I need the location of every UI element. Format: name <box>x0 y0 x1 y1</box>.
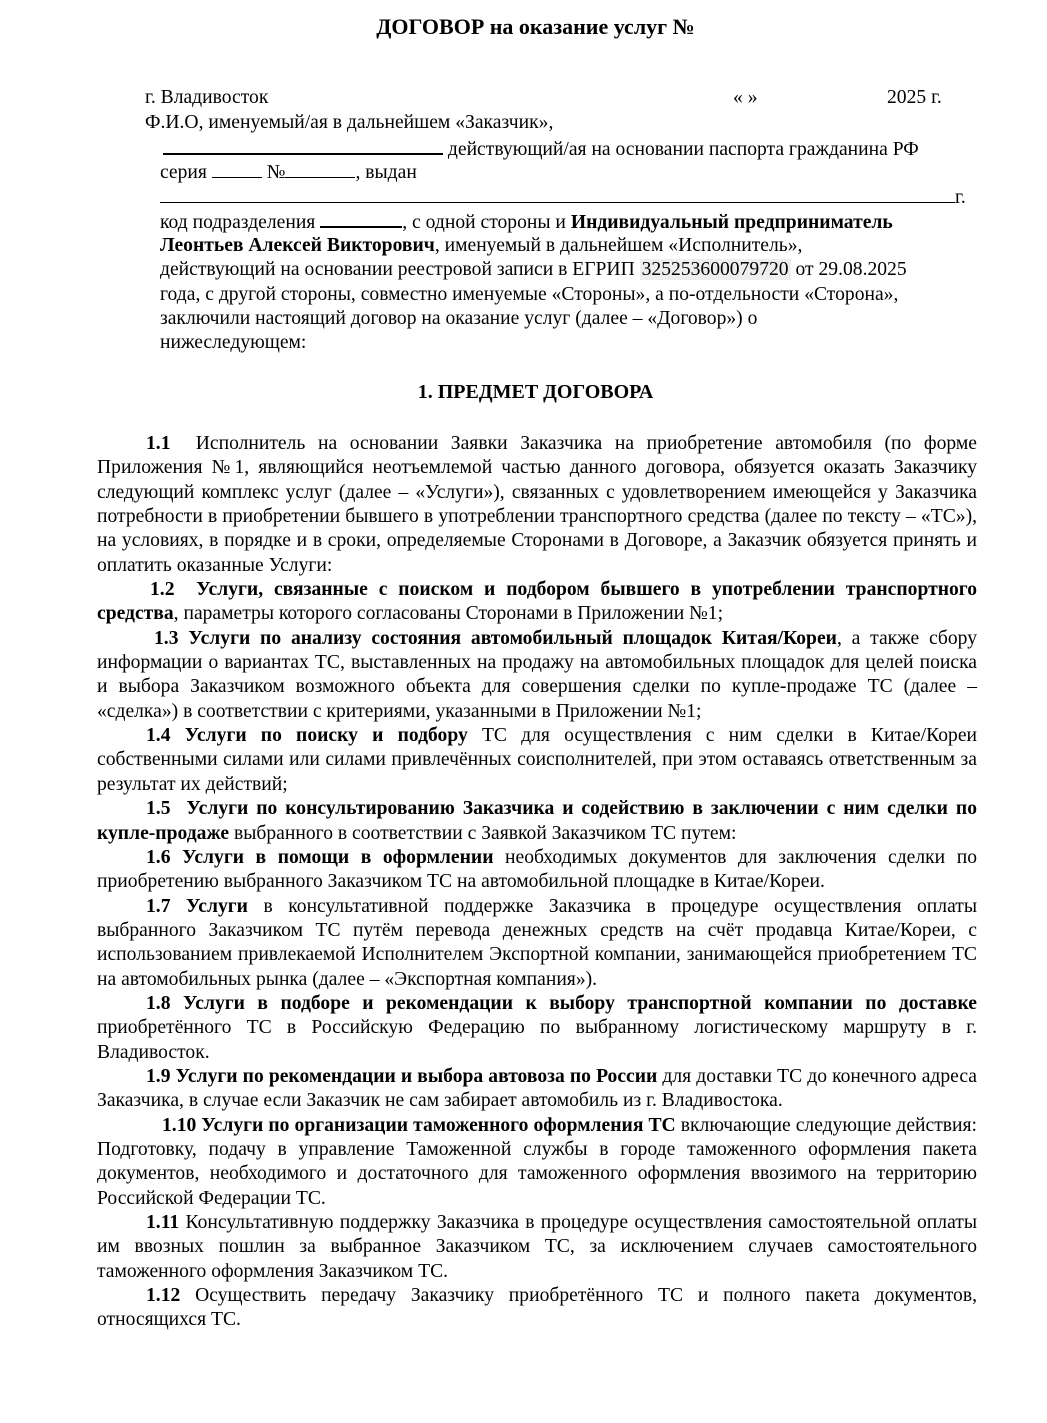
ip-name: Леонтьев Алексей Викторович <box>160 235 435 256</box>
code-blank[interactable] <box>320 209 402 228</box>
clause-number: 1.9 <box>146 1065 171 1087</box>
series-line <box>160 160 417 185</box>
clause-text: приобретённого ТС в Российскую Федерацию по выбранному логистическому маршруту в г. Владивосток. <box>97 1017 977 1063</box>
clause-text: , а также сбору информации о вариантах ТС, выставленных на продажу на автомобильных площадок для целей поиска и выбора Заказчиком возможного объекта для совершения сделки по купле-продаже ТС (далее – «сделка») в соответствии с критериями, указанными в Приложении №1; <box>97 627 977 722</box>
clause-1-8 <box>97 992 977 1065</box>
passport-text: действующий/ая на основании паспорта гражданина РФ <box>447 139 919 160</box>
city: г. Владивосток <box>145 87 269 108</box>
clause-heading: Услуги по анализу состояния автомобильный площадок Китая/Кореи <box>188 627 837 649</box>
egrip-date: от 29.08.2025 <box>795 259 907 280</box>
code-line <box>160 209 893 235</box>
clause-number: 1.11 <box>146 1212 180 1233</box>
following-line: нижеследующем: <box>160 332 307 353</box>
clause-heading: Услуги по рекомендации и выбора автовоза по России <box>175 1065 658 1087</box>
clause-heading: Услуги <box>186 895 248 917</box>
clause-heading: Услуги по поиску и подбору <box>184 725 468 747</box>
egrip-prefix: действующий на основании реестровой записи в ЕГРИП <box>160 259 635 280</box>
clause-1-6 <box>97 846 977 895</box>
clause-1-12 <box>97 1284 977 1333</box>
clause-text: Исполнитель на основании Заявки Заказчика на приобретение автомобиля (по форме Приложения №1, являющийся неотъемлемой частью данного договора, обязуется оказать Заказчику следующий комплекс услуг (далее – «Услуги»), связанных с удовлетворением имеющейся у Заказчика потребности в приобретении бывшего в употреблении транспортного средства (далее по тексту – «ТС»), на условиях, в порядке и в сроки, определяемые Сторонами в Договоре, а Заказчик обязуется принять и оплатить оказанные Услуги: <box>97 433 977 576</box>
one-side-text: , с одной стороны и <box>402 212 571 233</box>
clause-text: выбранного в соответствии с Заявкой Заказчиком ТС путем: <box>229 822 737 844</box>
series-blank[interactable] <box>212 160 262 178</box>
ip-name-line <box>160 234 802 258</box>
number-blank[interactable] <box>285 160 355 178</box>
clause-text: , параметры которого согласованы Сторонами в Приложении №1; <box>173 603 724 625</box>
clause-1-5 <box>97 797 977 846</box>
clause-1-7 <box>97 895 977 992</box>
document-title: ДОГОВОР на оказание услуг № <box>376 14 695 39</box>
clause-1-1 <box>97 432 977 578</box>
section-body <box>97 432 977 1333</box>
clause-1-2 <box>97 578 977 627</box>
clause-text: включающие следующие действия: Подготовку, подачу в управление Таможенной службы в городе таможенного оформления пакета документов, необходимого и достаточного для таможенного оформления ввозимого на территорию Российской Федерации ТС. <box>97 1114 977 1209</box>
clause-heading: Услуги, связанные с поиском и подбором бывшего в употреблении транспортного средства <box>97 579 978 625</box>
clause-number: 1.10 <box>162 1114 197 1136</box>
clause-1-4 <box>97 724 977 797</box>
clause-number: 1.1 <box>146 433 171 454</box>
clause-number: 1.2 <box>150 579 175 601</box>
issued-by-line <box>160 185 966 210</box>
series-label: серия <box>160 162 207 183</box>
clause-heading: Услуги по организации таможенного оформления ТС <box>201 1114 676 1136</box>
other-side-line: года, с другой стороны, совместно именуемые «Стороны», а по-отдельности «Сторона», <box>160 284 899 305</box>
customer-line: Ф.И.О, именуемый/ая в дальнейшем «Заказчик», <box>145 112 554 133</box>
section-title: 1. ПРЕДМЕТ ДОГОВОРА <box>417 381 654 403</box>
ip-name-rest: , именуемый в дальнейшем «Исполнитель», <box>434 235 803 256</box>
clause-number: 1.12 <box>146 1285 181 1307</box>
clause-text: необходимых документов для заключения сделки по приобретению выбранного Заказчиком ТС на автомобильной площадке в Китае/Кореи. <box>97 846 977 893</box>
issued-label: , выдан <box>355 162 417 183</box>
ip-label: Индивидуальный предприниматель <box>570 212 893 233</box>
clause-text: ТС для осуществления с ним сделки в Китае/Кореи собственными силами или силами привлечённых соисполнителей, при этом оставаясь ответственным за результат их действий; <box>97 725 977 795</box>
number-label: № <box>266 162 286 183</box>
clause-1-11 <box>97 1211 977 1284</box>
clause-text: в консультативной поддержке Заказчика в процедуре осуществления оплаты выбранного Заказчиком ТС путём перевода денежных средств на счёт продавца Китае/Кореи, с использованием привлекаемой Исполнителем Экспортной компании, занимающейся приобретением ТС на автомобильных рынка (далее – «Экспортная компания»). <box>97 895 977 990</box>
clause-number: 1.5 <box>146 798 171 820</box>
clause-1-3 <box>97 627 977 724</box>
issued-by-blank[interactable] <box>160 185 955 203</box>
clause-number: 1.3 <box>154 627 179 649</box>
clause-1-10 <box>97 1114 977 1211</box>
egrip-line <box>160 258 907 282</box>
clause-number: 1.8 <box>146 992 171 1014</box>
clause-number: 1.4 <box>146 725 171 747</box>
clause-text: для доставки ТС до конечного адреса Заказчика, в случае если Заказчик не сам забирает автомобиль из г. Владивостока. <box>97 1065 977 1112</box>
customer-name-blank[interactable] <box>163 136 443 155</box>
clause-1-9 <box>97 1065 977 1114</box>
clause-text: Консультативную поддержку Заказчика в процедуре осуществления самостоятельной оплаты им ввозных пошлин за выбранное Заказчиком ТС, за исключением случаев самостоятельного таможенного оформления Заказчиком ТС. <box>97 1212 977 1282</box>
year-suffix: г. <box>955 187 966 208</box>
clause-heading: Услуги в помощи в оформлении <box>182 846 494 868</box>
passport-line <box>163 136 919 162</box>
clause-heading: Услуги по консультированию Заказчика и содействию в заключении с ним сделки по купле-продаже <box>97 798 977 844</box>
code-label: код подразделения <box>160 212 316 233</box>
date-field[interactable]: « » <box>733 87 758 108</box>
year: 2025 г. <box>887 87 942 108</box>
egrip-number: 325253600079720 <box>641 259 789 280</box>
clause-number: 1.7 <box>146 895 171 917</box>
clause-heading: Услуги в подборе и рекомендации к выбору транспортной компании по доставке <box>182 992 978 1014</box>
clause-number: 1.6 <box>146 846 171 868</box>
concluded-line: заключили настоящий договор на оказание услуг (далее – «Договор») о <box>160 308 758 329</box>
clause-text: Осуществить передачу Заказчику приобретённого ТС и полного пакета документов, относящихся ТС. <box>97 1285 977 1331</box>
